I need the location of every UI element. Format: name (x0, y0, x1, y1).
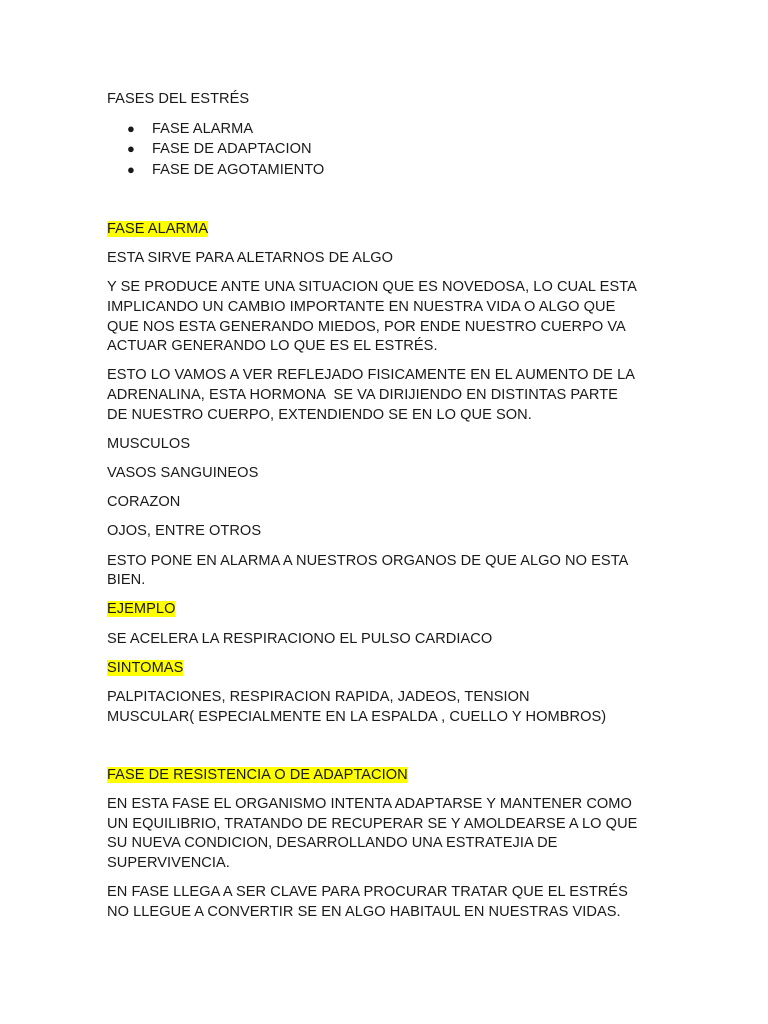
paragraph: ESTO PONE EN ALARMA A NUESTROS ORGANOS DE QUE ALGO NO ESTA BIEN. (107, 552, 629, 589)
phases-list (107, 119, 667, 181)
document-page (107, 90, 667, 932)
symptoms-heading: SINTOMAS (107, 659, 184, 676)
example-heading: EJEMPLO (107, 601, 176, 618)
paragraph: SE ACELERA LA RESPIRACIONO EL PULSO CARDIACO (107, 630, 493, 647)
list-item: ● FASE ALARMA (107, 119, 667, 140)
paragraph: Y SE PRODUCE ANTE UNA SITUACION QUE ES NOVEDOSA, LO CUAL ESTA IMPLICANDO UN CAMBIO IMPORTANTE EN NUESTRA VIDA O ALGO QUE QUE NOS ESTA GENERANDO MIEDOS, POR ENDE NUESTRO CUERPO VA ACTUAR GENERANDO LO QUE ES EL ESTRÉS. (107, 279, 637, 355)
paragraph: ESTO LO VAMOS A VER REFLEJADO FISICAMENTE EN EL AUMENTO DE LA ADRENALINA, ESTA HORMONA SE VA DIRIJIENDO EN DISTINTAS PARTE DE NUESTRO CUERPO, EXTENDIENDO SE EN LO QUE SON. (107, 367, 636, 423)
bullet-icon: ● (127, 120, 135, 136)
list-item: VASOS SANGUINEOS (107, 465, 259, 481)
list-item: MUSCULOS (107, 435, 191, 452)
bullet-icon: ● (127, 141, 135, 157)
paragraph: PALPITACIONES, RESPIRACION RAPIDA, JADEOS, TENSION MUSCULAR( ESPECIALMENTE EN LA ESPALDA , CUELLO Y HOMBROS) (107, 688, 607, 725)
paragraph: EN ESTA FASE EL ORGANISMO INTENTA ADAPTARSE Y MANTENER COMO UN EQUILIBRIO, TRATANDO DE RECUPERAR SE Y AMOLDEARSE A LO QUE SU NUEVA CONDICION, DESARROLLANDO UNA ESTRATEJIA DE SUPERVIVENCIA. (107, 796, 638, 872)
list-item: ● FASE DE AGOTAMIENTO (107, 160, 667, 181)
list-item: CORAZON (107, 494, 181, 511)
section-heading-resistencia: FASE DE RESISTENCIA O DE ADAPTACION (107, 767, 408, 784)
section-heading-alarma: FASE ALARMA (107, 221, 209, 238)
document-title: FASES DEL ESTRÉS (107, 91, 250, 107)
list-item: OJOS, ENTRE OTROS (107, 523, 262, 540)
list-item: ● FASE DE ADAPTACION (107, 139, 667, 160)
bullet-icon: ● (127, 161, 135, 177)
paragraph: ESTA SIRVE PARA ALETARNOS DE ALGO (107, 250, 394, 267)
paragraph: EN FASE LLEGA A SER CLAVE PARA PROCURAR TRATAR QUE EL ESTRÉS NO LLEGUE A CONVERTIR SE EN ALGO HABITAUL EN NUESTRAS VIDAS. (107, 884, 628, 920)
